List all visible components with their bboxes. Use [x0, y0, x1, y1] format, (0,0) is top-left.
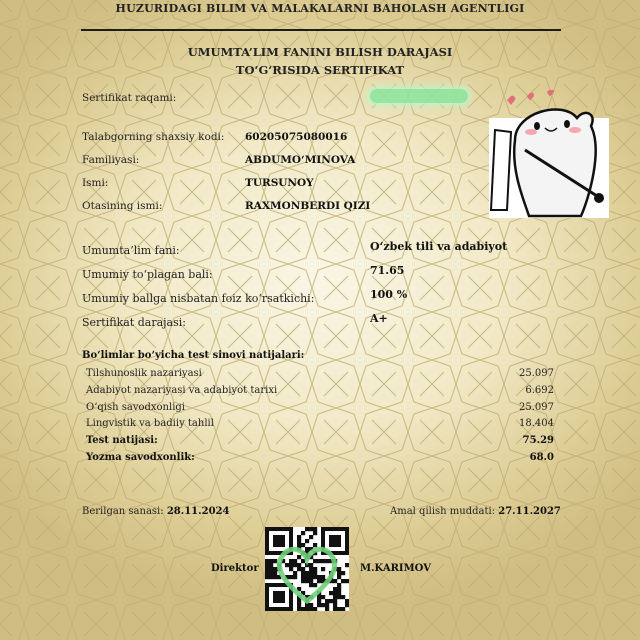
test-total-label: Test natijasi:: [86, 435, 158, 446]
score-value: 71.65: [370, 264, 405, 277]
name-value: TURSUNOY: [245, 177, 314, 189]
qr-code-icon: [265, 527, 349, 611]
surname-label: Familiyasi:: [82, 154, 140, 166]
valid-until-value: 27.11.2027: [498, 506, 561, 517]
director-label: Direktor: [211, 563, 259, 574]
section-row-value: 6.692: [525, 385, 554, 396]
sections-heading: Bo‘limlar bo‘yicha test sinovi natijalari:: [82, 350, 305, 361]
subject-value: O‘zbek tili va adabiyot: [370, 240, 508, 253]
written-literacy-label: Yozma savodxonlik:: [86, 452, 195, 463]
heart-icon: [547, 90, 554, 97]
subject-label: Umumta’lim fani:: [82, 244, 180, 257]
section-row-label: O‘qish savodxonligi: [86, 402, 185, 413]
test-total-value: 75.29: [522, 435, 554, 446]
valid-until: [390, 506, 561, 517]
redacted-cert-number: [370, 89, 468, 103]
name-label: Ismi:: [82, 177, 109, 189]
valid-until-label: Amal qilish muddati:: [390, 506, 496, 517]
photo-sticker: [485, 90, 615, 220]
written-literacy-value: 68.0: [529, 452, 554, 463]
ghost-icon: [514, 109, 595, 216]
patronymic-value: RAXMONBERDI QIZI: [245, 200, 371, 212]
issued-date-value: 28.11.2024: [166, 506, 230, 517]
issued-date: [82, 506, 229, 517]
section-row-value: 25.097: [519, 368, 554, 379]
heart-icon: [507, 96, 515, 105]
section-row-value: 25.097: [519, 402, 554, 413]
surname-value: ABDUMO‘MINOVA: [245, 154, 356, 166]
percent-label: Umumiy ballga nisbatan foiz ko‘rsatkichi:: [82, 292, 315, 305]
header-divider: [81, 29, 561, 31]
cert-number-label: Sertifikat raqami:: [82, 92, 177, 104]
patronymic-label: Otasining ismi:: [82, 200, 163, 212]
section-row-value: 18.404: [519, 418, 554, 429]
qr-code: [265, 527, 349, 611]
section-row-label: Adabiyot nazariyasi va adabiyot tarixi: [86, 385, 278, 396]
certificate-title-line2: TO‘G‘RISIDA SERTIFIKAT: [235, 63, 405, 77]
director-name: M.KARIMOV: [360, 563, 431, 574]
percent-value: 100 %: [370, 288, 408, 301]
heart-icon: [527, 93, 534, 101]
issued-date-label: Berilgan sanasi:: [82, 506, 164, 517]
id-label: Talabgorning shaxsiy kodi:: [82, 131, 225, 143]
score-label: Umumiy to‘plagan bali:: [82, 268, 213, 281]
section-row-label: Lingvistik va badiiy tahlil: [86, 418, 214, 429]
agency-name: HUZURIDAGI BILIM VA MALAKALARNI BAHOLASH AGENTLIGI: [115, 2, 525, 15]
level-value: A+: [370, 312, 388, 325]
certificate-title-line1: UMUMTA’LIM FANINI BILISH DARAJASI: [187, 45, 453, 59]
level-label: Sertifikat darajasi:: [82, 316, 186, 329]
section-row-label: Tilshunoslik nazariyasi: [86, 368, 202, 379]
id-value: 60205075080016: [245, 131, 348, 143]
